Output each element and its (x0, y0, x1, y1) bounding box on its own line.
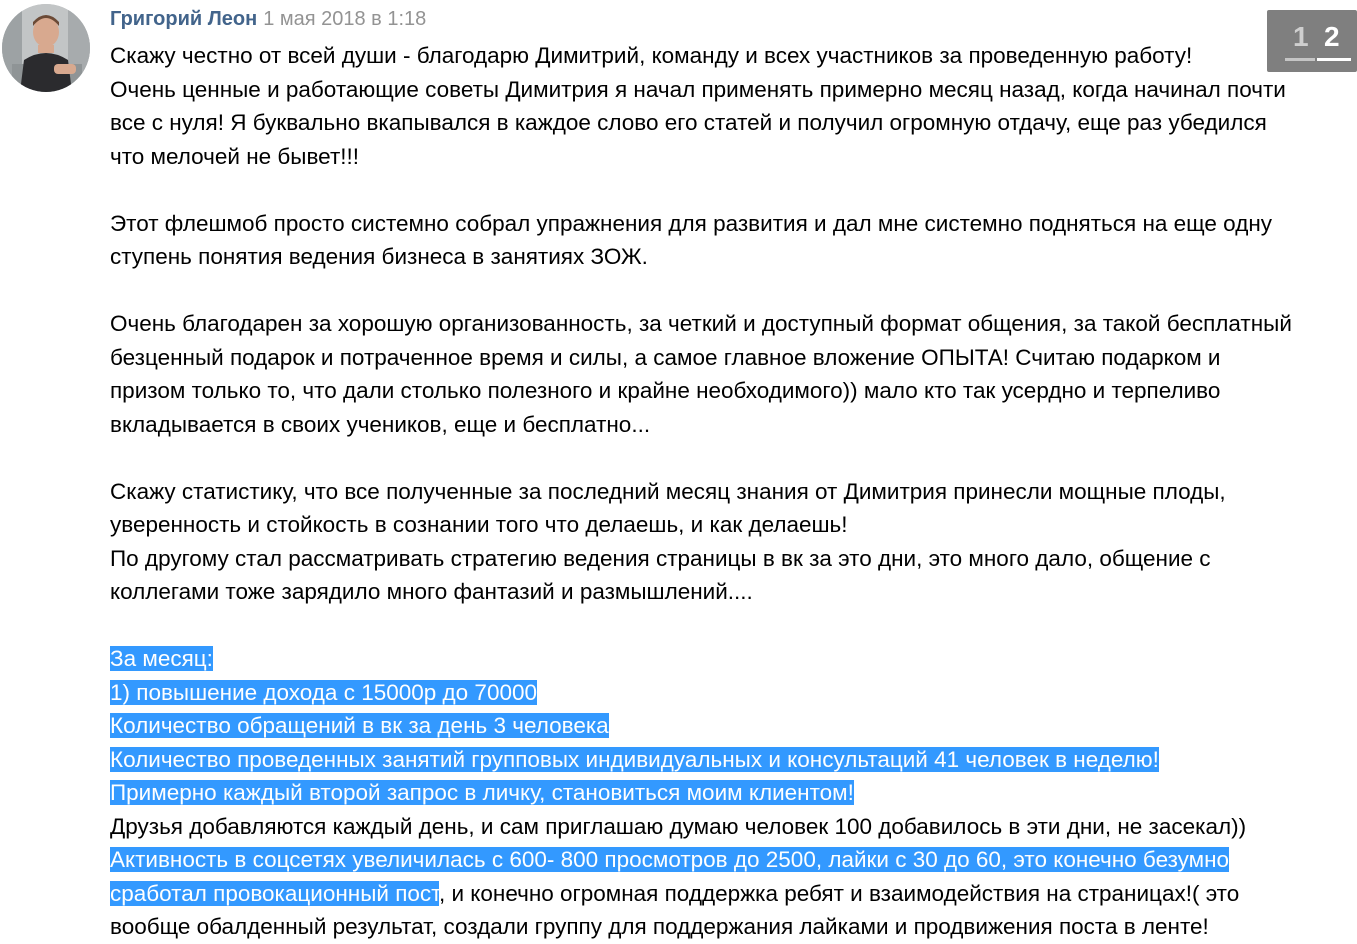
post-text-line: все с нуля! Я буквально вкапывался в каждое слово его статей и получил огромную отдачу, еще раз убедился (110, 110, 1267, 135)
post-text-line: что мелочей не бывет!!! (110, 143, 360, 169)
post-text-line: вообще обалденный результат, создали группу для поддержания лайками и продвижения поста в ленте! (110, 914, 1209, 939)
post-text-line: Скажу статистику, что все полученные за последний месяц знания от Димитрия принесли мощные плоды, (110, 478, 1226, 504)
stats-line (110, 743, 1355, 777)
post-text-line: Друзья добавляются каждый день, и сам приглашаю думаю человек 100 добавилось в эти дни, не засекал)) (110, 813, 1247, 839)
post-text-line: призом только то, что дали столько полезного и крайне необходимого)) мало кто так усердно и терпеливо (110, 378, 1221, 403)
post-text-line: ступень понятия ведения бизнеса в занятиях ЗОЖ. (110, 244, 648, 269)
post-text-line: вкладывается в своих учеников, еще и бесплатно... (110, 411, 651, 437)
post-text (110, 39, 1355, 944)
paragraph-gap (110, 173, 1355, 207)
paragraph-gap (110, 441, 1355, 475)
post-text-line: коллегами тоже зарядило много фантазий и размышлений.... (110, 579, 753, 604)
stats-line (110, 877, 1355, 911)
page-1-button[interactable]: 1 (1293, 21, 1309, 52)
selected-text[interactable]: 1) повышение дохода с 15000р до 70000 (110, 679, 537, 705)
post-text-line: Очень ценные и работающие советы Димитрия я начал применять примерно месяц назад, когда начинал почти (110, 76, 1286, 102)
post-text-fragment: , и конечно огромная поддержка ребят и взаимодействия на страницах!( это (438, 880, 1240, 906)
author-avatar[interactable] (2, 4, 90, 92)
selected-text[interactable]: Количество проведенных занятий групповых индивидуальных и консультаций 41 человек в неделю! (110, 746, 1159, 772)
selected-text[interactable]: За месяц: (110, 646, 213, 671)
selected-text[interactable]: Примерно каждый второй запрос в личку, становиться моим клиентом! (110, 780, 854, 805)
stats-line (110, 776, 1355, 810)
stats-line (110, 843, 1355, 877)
stats-line (110, 676, 1355, 710)
post-text-line: безценный подарок и потраченное время и силы, а самое главное вложение ОПЫТА! Считаю подарком и (110, 344, 1221, 370)
post-text-line: уверенность и стойкость в сознании того что делаешь, и как делаешь! (110, 512, 848, 537)
stats-line (110, 709, 1355, 743)
selected-text[interactable]: Активность в соцсетях увеличилась с 600- 800 просмотров до 2500, лайки с 30 до 60, это конечно безумно (110, 847, 1230, 872)
avatar-photo-icon (2, 4, 90, 92)
author-name[interactable]: Григорий Леон (110, 8, 258, 30)
stats-line (110, 642, 1355, 676)
selected-text[interactable]: сработал провокационный пост (110, 880, 439, 906)
post-text-line: Очень благодарен за хорошую организованность, за четкий и доступный формат общения, за такой бесплатный (110, 311, 1292, 336)
selected-text[interactable]: Количество обращений в вк за день 3 человека (110, 713, 609, 738)
post-header (110, 6, 426, 32)
post-text-line: Скажу честно от всей души - благодарю Димитрий, команду и всех участников за проведенную работу! (110, 43, 1193, 68)
paragraph-gap (110, 609, 1355, 643)
page-2-button[interactable]: 2 (1324, 21, 1340, 52)
paragraph-gap (110, 274, 1355, 308)
post-text-line: Этот флешмоб просто системно собрал упражнения для развития и дал мне системно подняться на еще одну (110, 210, 1273, 236)
post-date[interactable]: 1 мая 2018 в 1:18 (263, 8, 427, 30)
post-text-line: По другому стал рассматривать стратегию ведения страницы в вк за это дни, это много дало, общение с (110, 545, 1211, 571)
